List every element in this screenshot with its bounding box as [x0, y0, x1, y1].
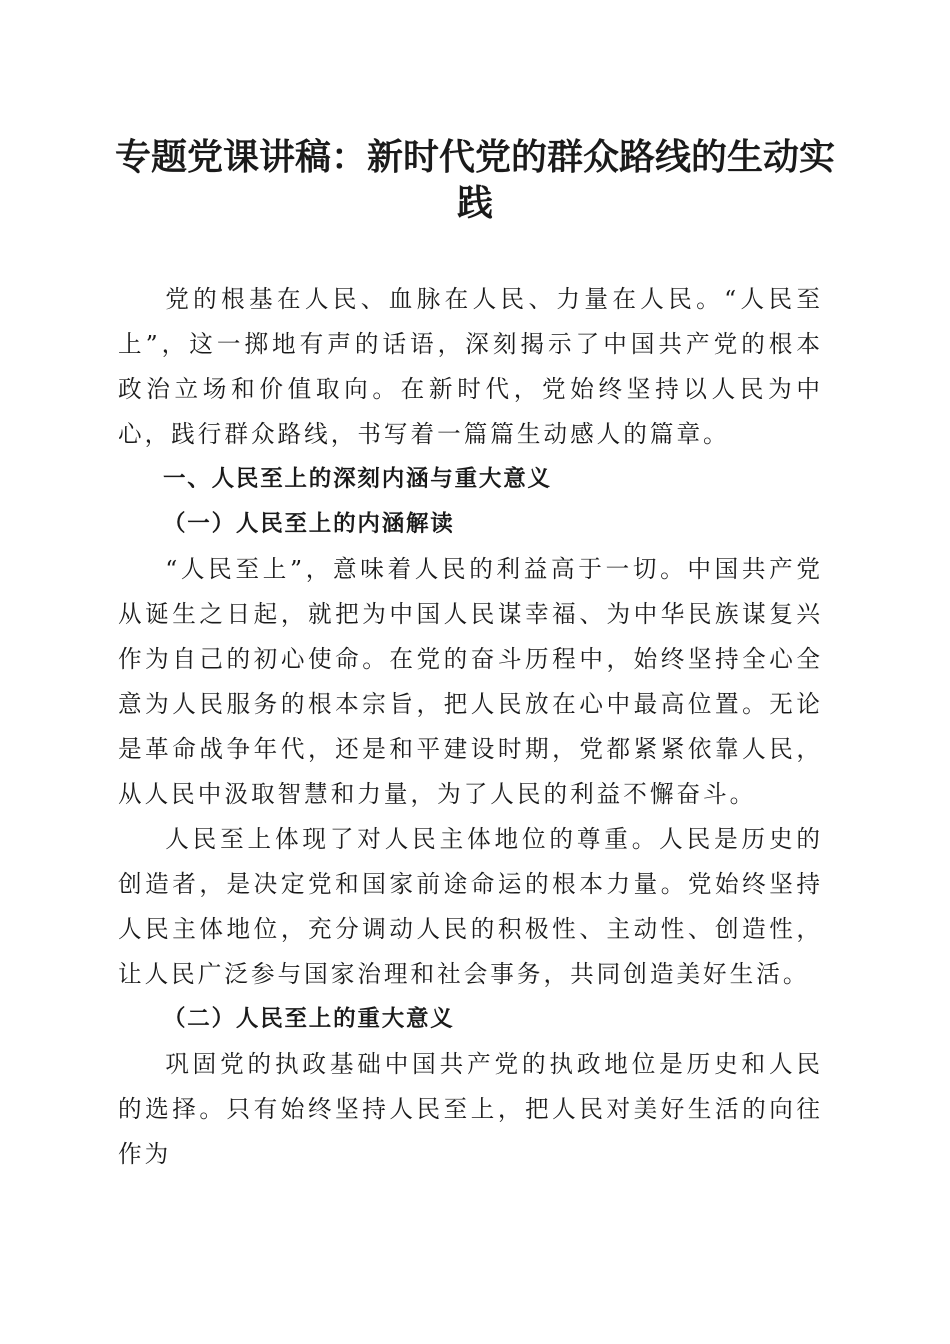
- subsection-heading-1-2: （二）人民至上的重大意义: [163, 1006, 455, 1032]
- paragraph-1-1-a: “人民至上”，意味着人民的利益高于一切。中国共产党从诞生之日起，就把为中国人民谋幸福、为中华民族谋复兴作为自己的初心使命。在党的奋斗历程中，始终坚持全心全意为人民服务的根本宗旨，把人民放在心中最高位置。无论是革命战争年代，还是和平建设时期，党都紧紧依靠人民，从人民中汲取智慧和力量，为了人民的利益不懈奋斗。: [118, 555, 823, 808]
- subsection-heading-1-1: （一）人民至上的内涵解读: [163, 511, 455, 537]
- document-title: 专题党课讲稿：新时代党的群众路线的生动实践: [114, 136, 835, 224]
- document-body: [118, 277, 823, 1177]
- section-heading-1: 一、人民至上的深刻内涵与重大意义: [163, 466, 552, 492]
- paragraph-1-1-b: 人民至上体现了对人民主体地位的尊重。人民是历史的创造者，是决定党和国家前途命运的根本力量。党始终坚持人民主体地位，充分调动人民的积极性、主动性、创造性，让人民广泛参与国家治理和社会事务，共同创造美好生活。: [118, 825, 823, 988]
- paragraph-1-2-a: 巩固党的执政基础中国共产党的执政地位是历史和人民的选择。只有始终坚持人民至上，把人民对美好生活的向往作为: [118, 1050, 823, 1168]
- intro-paragraph: 党的根基在人民、血脉在人民、力量在人民。“人民至上”，这一掷地有声的话语，深刻揭示了中国共产党的根本政治立场和价值取向。在新时代，党始终坚持以人民为中心，践行群众路线，书写着一篇篇生动感人的篇章。: [118, 285, 823, 448]
